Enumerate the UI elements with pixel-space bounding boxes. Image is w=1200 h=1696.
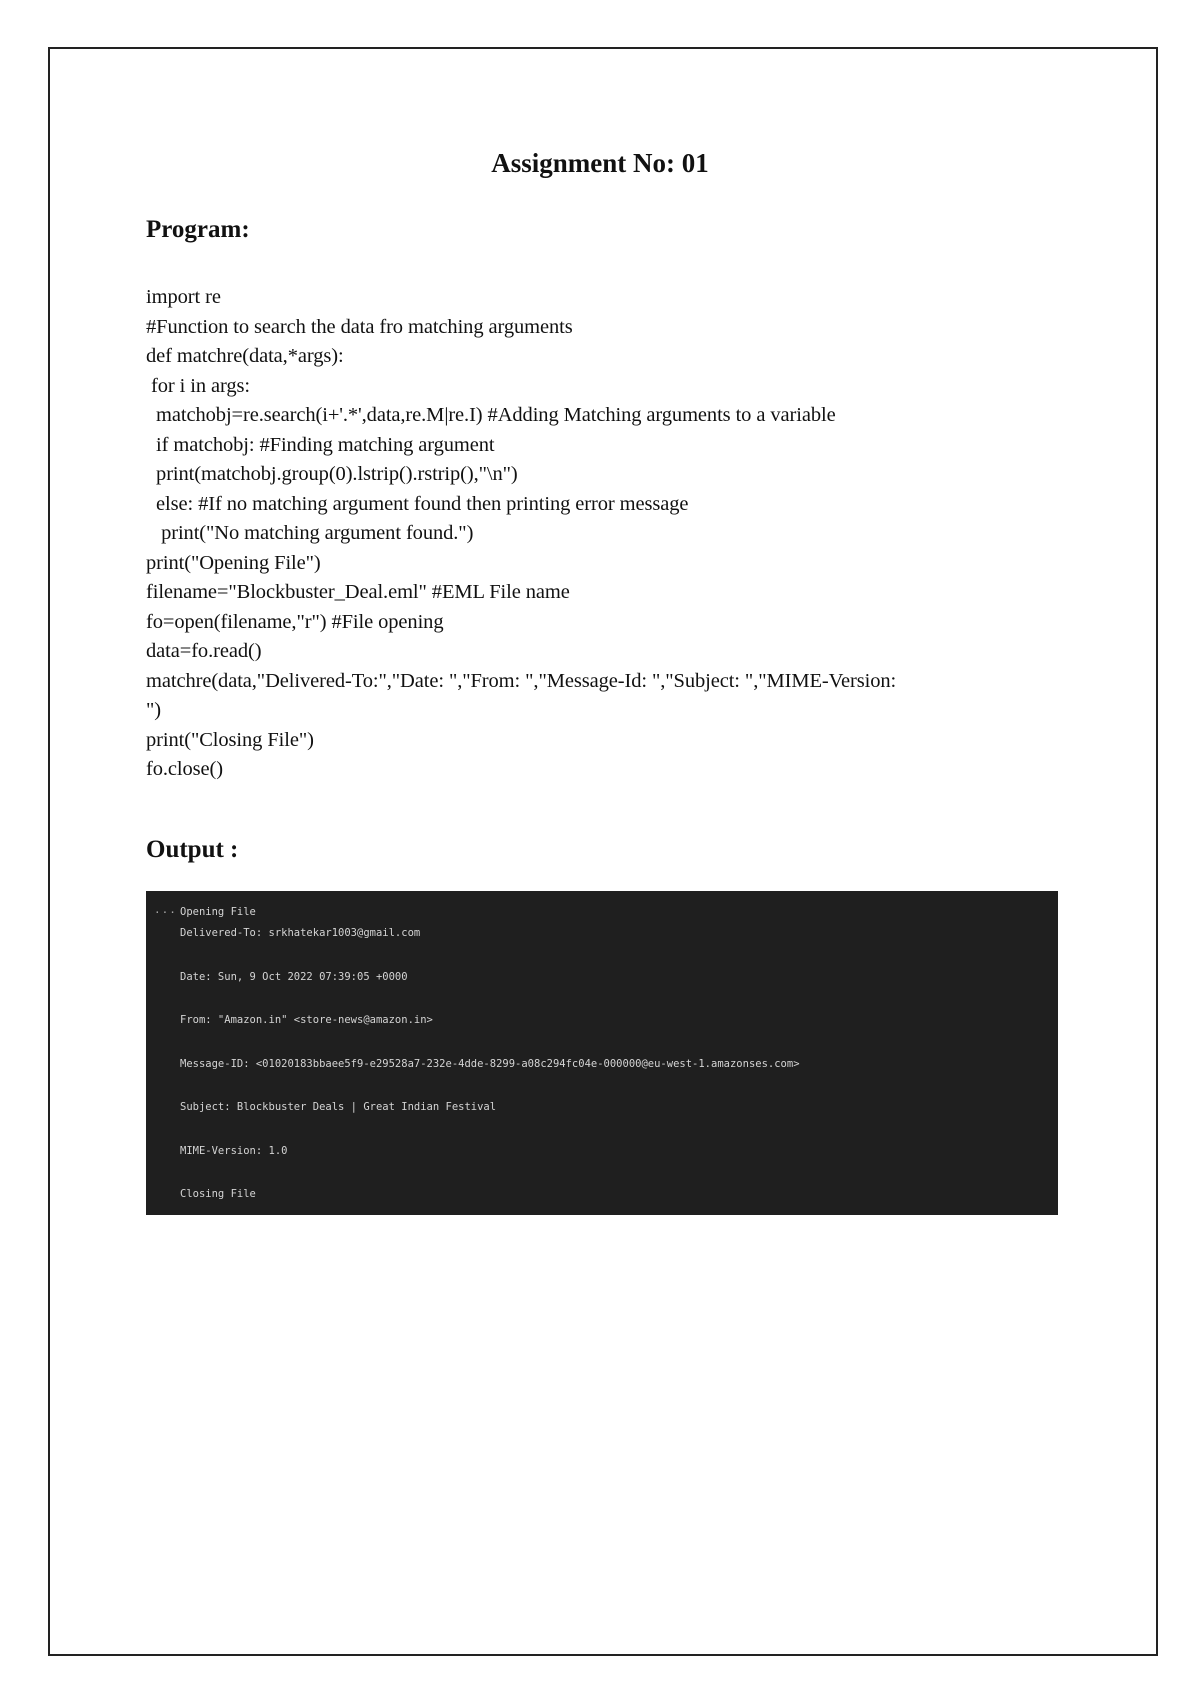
code-line: print("Closing File") [146,728,314,751]
code-line: ") [146,699,161,721]
output-heading: Output : [146,836,239,863]
code-line: for i in args: [146,374,251,397]
output-line-closing: Closing File [180,1188,256,1200]
code-line: filename="Blockbuster_Deal.eml" #EML File name [146,581,570,603]
code-line: matchobj=re.search(i+'.*',data,re.M|re.I) #Adding Matching arguments to a variable [146,404,836,426]
program-code [146,283,1066,785]
code-line: def matchre(data,*args): [146,345,344,367]
code-line: fo=open(filename,"r") #File opening [146,610,444,633]
program-heading: Program: [146,216,250,243]
output-line-subject: Subject: Blockbuster Deals | Great Indian Festival [180,1101,497,1113]
code-line: print("Opening File") [146,551,321,574]
terminal-output [146,891,1058,1215]
code-line: #Function to search the data fro matching arguments [146,315,573,338]
assignment-title: Assignment No: 01 [491,148,709,178]
code-line: data=fo.read() [146,640,262,662]
output-line-from: From: "Amazon.in" <store-news@amazon.in> [180,1014,433,1026]
code-line: fo.close() [146,758,223,780]
code-line: else: #If no matching argument found then printing error message [146,492,689,515]
output-line-opening: Opening File [180,906,256,918]
code-line: print("No matching argument found.") [146,522,474,544]
code-line: import re [146,286,221,308]
output-line-date: Date: Sun, 9 Oct 2022 07:39:05 +0000 [180,971,408,983]
code-line: matchre(data,"Delivered-To:","Date: ","From: ","Message-Id: ","Subject: ","MIME-Version: [146,669,897,692]
more-actions-icon[interactable]: ··· [154,906,177,919]
output-line-delivered-to: Delivered-To: srkhatekar1003@gmail.com [180,927,421,939]
code-line: print(matchobj.group(0).lstrip().rstrip(),"\n") [146,463,518,485]
output-line-mime-version: MIME-Version: 1.0 [180,1145,288,1157]
code-line: if matchobj: #Finding matching argument [146,433,495,456]
output-line-message-id: Message-ID: <01020183bbaee5f9-e29528a7-232e-4dde-8299-a08c294fc04e-000000@eu-west-1.amazonses.com> [180,1058,800,1070]
